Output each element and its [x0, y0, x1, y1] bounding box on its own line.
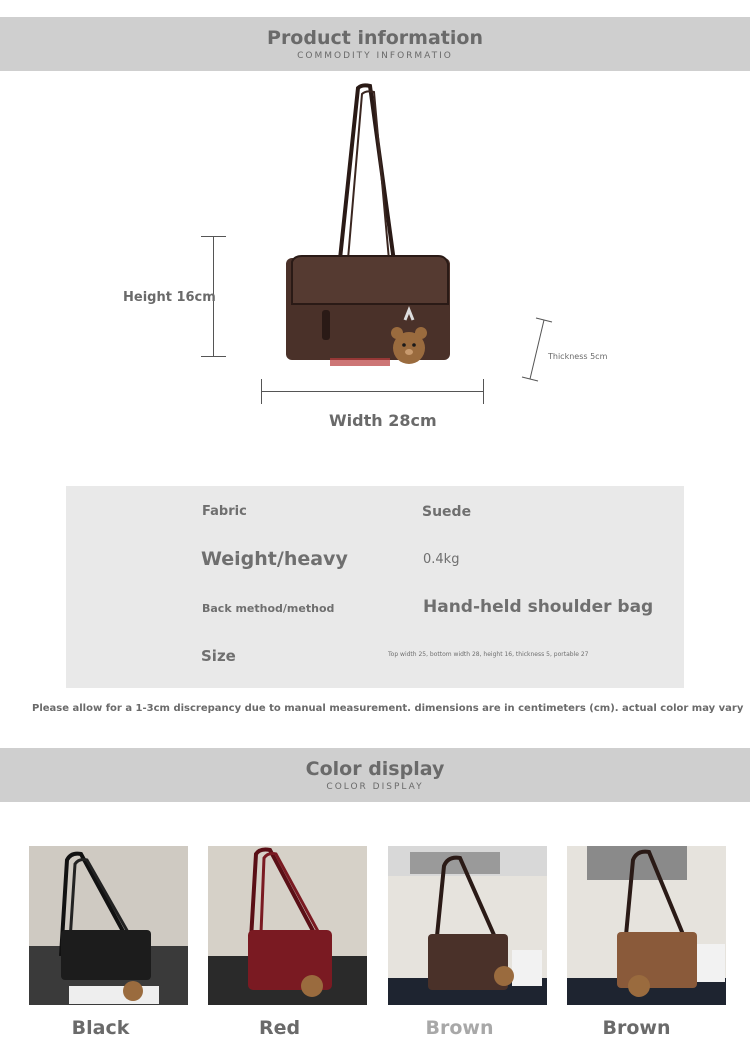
width-dim-line — [261, 391, 483, 392]
spec-value-method: Hand-held shoulder bag — [423, 597, 654, 617]
width-dim-cap-right — [483, 379, 484, 404]
disclaimer-text: Please allow for a 1-3cm discrepancy due to manual measurement. dimensions are in centimeters (cm). actual color may vary — [32, 703, 744, 714]
spec-key-fabric: Fabric — [202, 504, 247, 519]
spec-value-fabric: Suede — [422, 504, 472, 520]
thickness-dim-line — [518, 315, 558, 385]
spec-key-size: Size — [201, 647, 236, 665]
color-swatch-red[interactable] — [208, 846, 367, 1005]
spec-key-weight: Weight/heavy — [201, 548, 348, 570]
color-swatch-brown-light[interactable] — [567, 846, 726, 1005]
product-info-banner — [0, 17, 750, 71]
product-image — [270, 80, 470, 380]
height-dim-cap-bottom — [201, 356, 226, 357]
product-info-title: Product information — [267, 27, 483, 49]
color-label-red: Red — [258, 1017, 301, 1039]
color-label-brown-light: Brown — [602, 1017, 671, 1039]
color-display-subtitle: COLOR DISPLAY — [326, 782, 424, 792]
spec-table — [66, 486, 684, 688]
thickness-label: Thickness 5cm — [548, 352, 608, 361]
height-dim-cap-top — [201, 236, 226, 237]
color-label-brown-dark: Brown — [425, 1017, 494, 1039]
width-label: Width 28cm — [329, 411, 437, 430]
color-label-black: Black — [71, 1017, 130, 1039]
width-dim-cap-left — [261, 379, 262, 404]
color-swatch-brown-dark[interactable] — [388, 846, 547, 1005]
spec-key-method: Back method/method — [202, 602, 335, 615]
color-display-banner — [0, 748, 750, 802]
spec-value-size: Top width 25, bottom width 28, height 16, thickness 5, portable 27 — [388, 651, 589, 658]
height-label: Height 16cm — [123, 290, 216, 305]
spec-value-weight: 0.4kg — [423, 552, 460, 567]
color-swatch-black[interactable] — [29, 846, 188, 1005]
color-display-title: Color display — [305, 758, 445, 780]
product-info-subtitle: COMMODITY INFORMATIO — [297, 51, 453, 61]
